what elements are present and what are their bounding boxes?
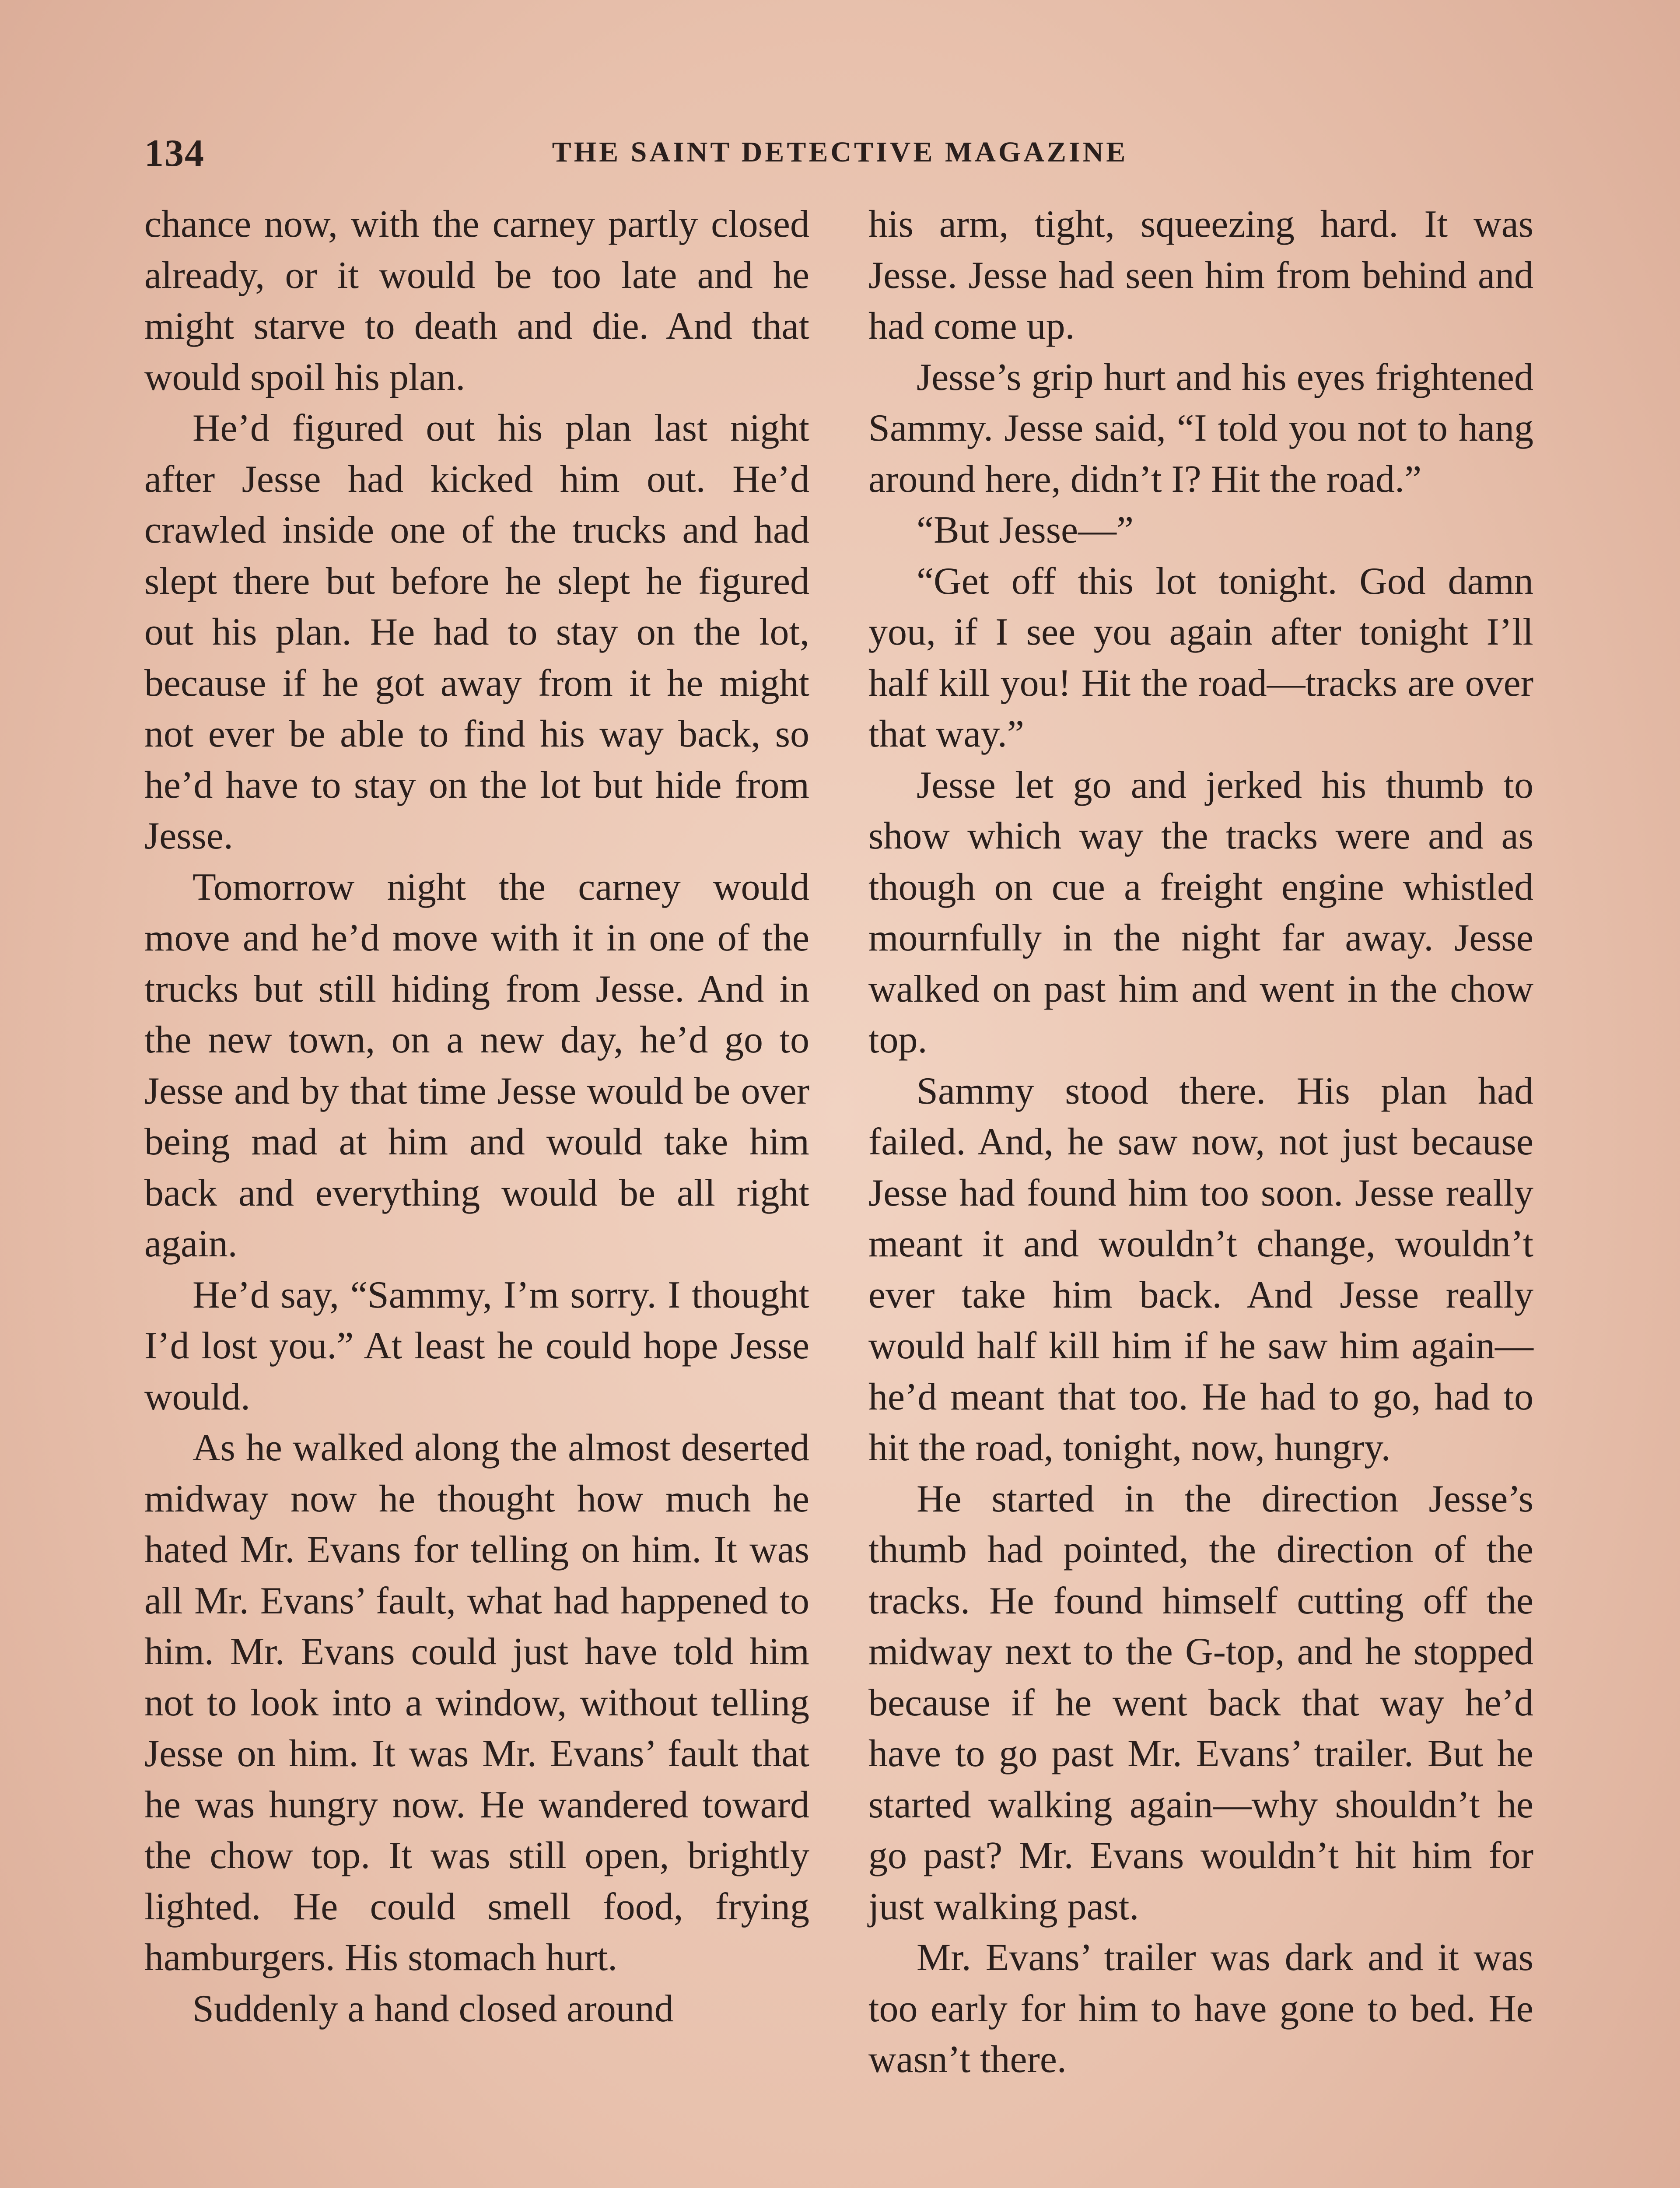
page-number: 134 <box>144 132 205 175</box>
paragraph: He’d figured out his plan last night after Jesse had kicked him out. He’d crawled inside one of the trucks and had slept there but before he slept he figured out his plan. He had to stay on the lot, because if he got away from it he might not ever be able to find his way back, so he’d have to stay on the lot but hide from Jesse. <box>144 407 809 857</box>
paragraph: Jesse let go and jerked his thumb to show which way the tracks were and as though on cue a freight engine whistled mournfully in the night far away. Jesse walked on past him and went in the chow top. <box>868 764 1533 1061</box>
paragraph: Suddenly a hand closed around <box>192 1987 674 2030</box>
paragraph: “But Jesse—” <box>917 509 1134 551</box>
paragraph: He’d say, “Sammy, I’m sorry. I thought I’d lost you.” At least he could hope Jesse would. <box>144 1273 809 1418</box>
paragraph: chance now, with the carney partly closed already, or it would be too late and he might starve to death and die. And that would spoil his plan. <box>144 203 809 399</box>
paragraph: Tomorrow night the carney would move and he’d move with it in one of the trucks but still hiding from Jesse. And in the new town, on a new day, he’d go to Jesse and by that time Jesse would be over being mad at him and would take him back and everything would be all right again. <box>144 866 809 1265</box>
paragraph: “Get off this lot tonight. God damn you, if I see you again after tonight I’ll half kill you! Hit the road—tracks are over that way.” <box>868 560 1533 755</box>
page-header <box>0 131 1680 184</box>
paragraph: As he walked along the almost deserted midway now he thought how much he hated Mr. Evans for telling on him. It was all Mr. Evans’ fault, what had happened to him. Mr. Evans could just have told him not to look into a window, without telling Jesse on him. It was Mr. Evans’ fault that he was hungry now. He wandered toward the chow top. It was still open, brightly lighted. He could smell food, frying hamburgers. His stomach hurt. <box>144 1427 809 1979</box>
right-column <box>868 199 1533 2086</box>
left-column <box>144 199 809 2034</box>
paragraph: Jesse’s grip hurt and his eyes frightened Sammy. Jesse said, “I told you not to hang around here, didn’t I? Hit the road.” <box>868 356 1533 501</box>
paragraph: He started in the direction Jesse’s thumb had pointed, the direction of the tracks. He found himself cutting off the midway next to the G-top, and he stopped because if he went back that way he’d have to go past Mr. Evans’ trailer. But he started walking again—why shouldn’t he go past? Mr. Evans wouldn’t hit him for just walking past. <box>868 1477 1533 1928</box>
paragraph: Mr. Evans’ trailer was dark and it was too early for him to have gone to bed. He wasn’t there. <box>868 1936 1533 2081</box>
running-title: THE SAINT DETECTIVE MAGAZINE <box>552 136 1128 168</box>
paragraph: his arm, tight, squeezing hard. It was Jesse. Jesse had seen him from behind and had come up. <box>868 203 1533 347</box>
paragraph: Sammy stood there. His plan had failed. And, he saw now, not just because Jesse had found him too soon. Jesse really meant it and wouldn’t change, wouldn’t ever take him back. And Jesse really would half kill him if he saw him again—he’d meant that too. He had to go, had to hit the road, tonight, now, hungry. <box>868 1069 1533 1469</box>
